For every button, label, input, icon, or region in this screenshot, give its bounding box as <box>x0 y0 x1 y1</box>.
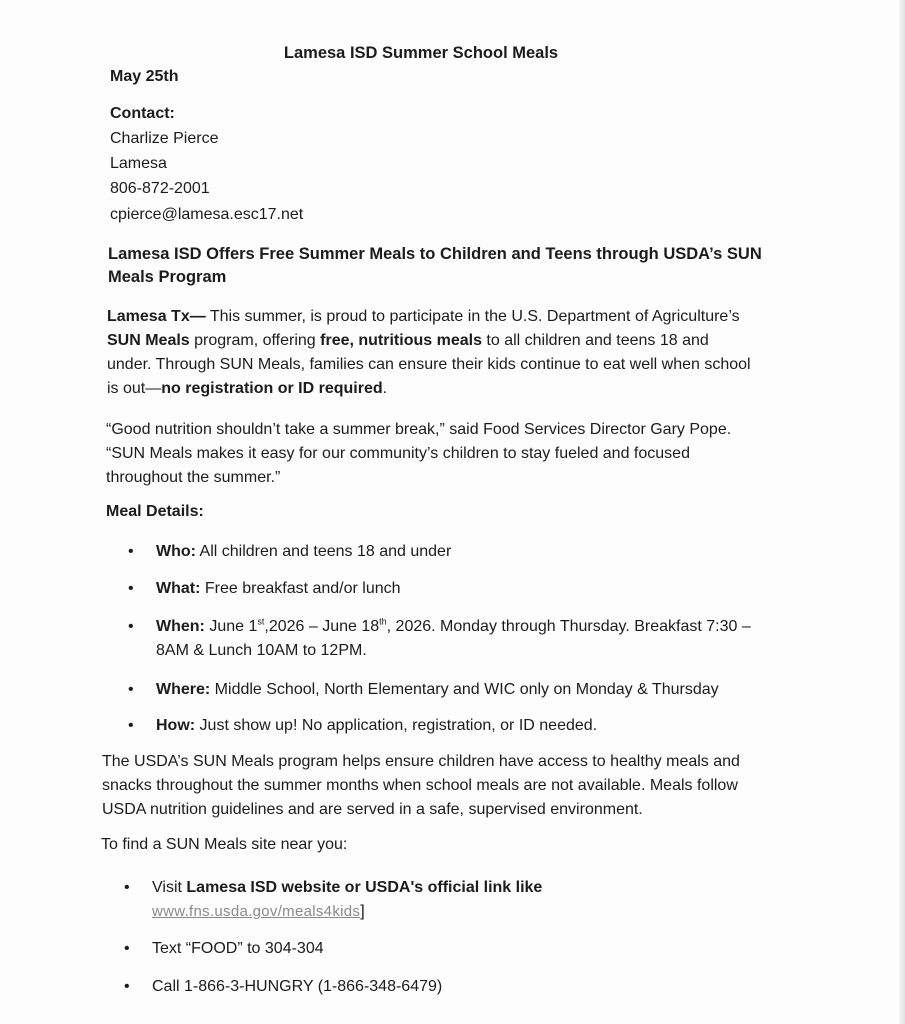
program-line: snacks throughout the summer months when school meals are not available. Meals follow <box>102 777 738 794</box>
headline-line-1: Lamesa ISD Offers Free Summer Meals to Children and Teens through USDA’s SUN <box>108 245 762 263</box>
intro-text: is out— <box>107 380 162 397</box>
bullet-icon: • <box>128 580 134 597</box>
text-food-option: Text “FOOD” to 304-304 <box>152 940 324 957</box>
dateline: Lamesa Tx— <box>107 308 206 325</box>
intro-text: This summer, is proud to participate in the U.S. Department of Agriculture’s <box>205 308 740 325</box>
visit-text: Visit <box>152 879 187 896</box>
program-line: USDA nutrition guidelines and are served in a safe, supervised environment. <box>102 801 643 818</box>
document-title: Lamesa ISD Summer School Meals <box>283 44 559 62</box>
contact-city: Lamesa <box>110 155 167 172</box>
when-text: 8AM & Lunch 10AM to 12PM. <box>156 642 367 659</box>
contact-phone: 806-872-2001 <box>110 180 210 197</box>
what-label: What: <box>156 580 201 597</box>
intro-text: under. Through SUN Meals, families can ensure their kids continue to eat well when school <box>107 356 751 373</box>
when-text: ,2026 – June 18 <box>264 618 380 635</box>
program-name: SUN Meals <box>107 332 190 349</box>
bullet-icon: • <box>124 978 130 995</box>
release-date: May 25th <box>110 68 179 85</box>
where-label: Where: <box>156 681 211 698</box>
bullet-icon: • <box>128 681 134 698</box>
quote-line: throughout the summer.” <box>106 469 281 486</box>
bullet-icon: • <box>124 879 130 896</box>
meal-details-heading: Meal Details: <box>106 503 204 520</box>
contact-name: Charlize Pierce <box>110 130 219 147</box>
headline-line-2: Meals Program <box>108 268 227 286</box>
intro-text: program, offering <box>189 332 321 349</box>
when-text: , 2026. Monday through Thursday. Breakfast 7:30 – <box>386 618 751 635</box>
usda-meals-link[interactable]: www.fns.usda.gov/meals4kids <box>152 903 361 920</box>
intro-text: . <box>382 380 388 397</box>
press-headline <box>108 243 788 289</box>
who-label: Who: <box>156 543 196 560</box>
page-edge <box>899 0 905 1024</box>
closing-bracket: ] <box>360 903 365 920</box>
program-paragraph <box>102 750 802 822</box>
where-text: Middle School, North Elementary and WIC only on Monday & Thursday <box>210 681 719 698</box>
who-text: All children and teens 18 and under <box>195 543 452 560</box>
quote-paragraph <box>106 418 806 490</box>
contact-email: cpierce@lamesa.esc17.net <box>110 206 304 223</box>
bullet-icon: • <box>128 543 134 560</box>
how-label: How: <box>156 717 196 734</box>
find-site-intro: To find a SUN Meals site near you: <box>101 836 348 853</box>
call-hotline-option: Call 1-866-3-HUNGRY (1-866-348-6479) <box>152 978 443 995</box>
when-text: June 1 <box>204 618 258 635</box>
ordinal-suffix: th <box>379 616 387 627</box>
quote-line: “Good nutrition shouldn’t take a summer break,” said Food Services Director Gary Pope. <box>106 421 732 438</box>
when-label: When: <box>156 618 205 635</box>
program-line: The USDA’s SUN Meals program helps ensure children have access to healthy meals and <box>102 753 740 770</box>
no-registration-emphasis: no registration or ID required <box>161 380 383 397</box>
bullet-icon: • <box>128 618 134 635</box>
what-text: Free breakfast and/or lunch <box>200 580 401 597</box>
how-text: Just show up! No application, registration, or ID needed. <box>195 717 598 734</box>
bullet-icon: • <box>128 717 134 734</box>
free-meals-emphasis: free, nutritious meals <box>320 332 482 349</box>
ordinal-suffix: st <box>257 616 265 627</box>
intro-paragraph <box>107 305 807 401</box>
visit-emphasis: Lamesa ISD website or USDA's official link like <box>186 879 543 896</box>
quote-line: “SUN Meals makes it easy for our community’s children to stay fueled and focused <box>106 445 690 462</box>
bullet-icon: • <box>124 940 130 957</box>
intro-text: to all children and teens 18 and <box>481 332 709 349</box>
contact-heading: Contact: <box>110 105 175 122</box>
